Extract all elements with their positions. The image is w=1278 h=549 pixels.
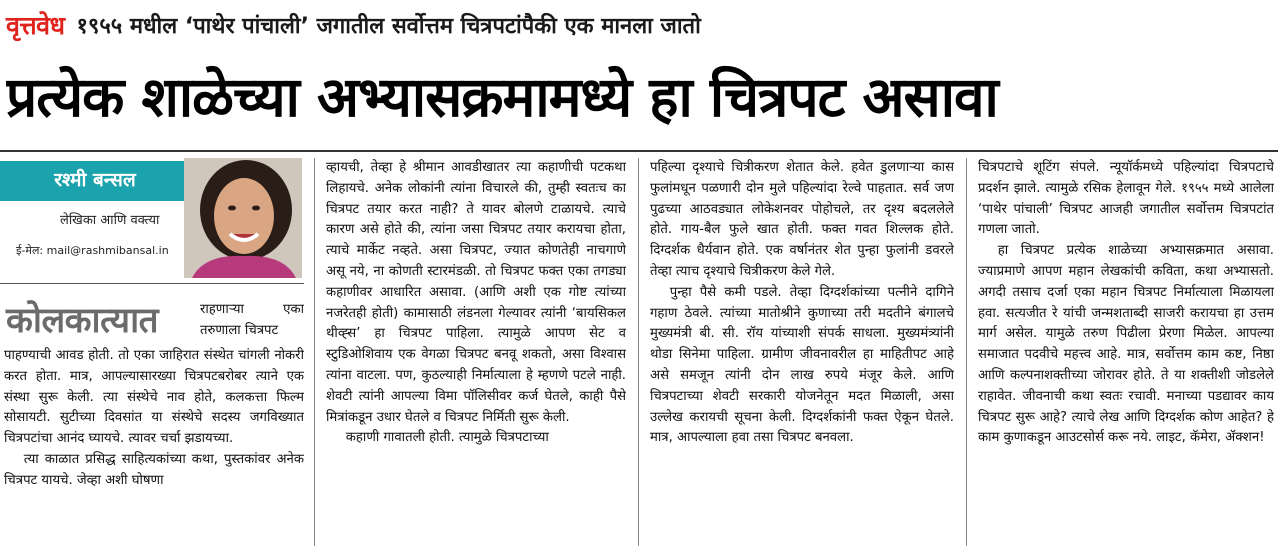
paragraph: हा चित्रपट प्रत्येक शाळेच्या अभ्यासक्रमात असावा. ज्याप्रमाणे आपण महान लेखकांची कविता, कथा अभ्यासतो. अगदी तसाच दर्जा एका महान चित्रपट निर्मात्याला मिळायला हवा. सत्यजीत रे यांची जन्मशताब्दी साजरी करायचा हा उत्तम मार्ग असेल. यामुळे तरुण पिढीला प्रेरणा मिळेल. आपल्या समाजात पदवीचे महत्त्व आहे. मात्र, सर्वोत्तम काम कष्ट, निष्ठा आणि कल्पनाशक्तीच्या जोरावर होते. ते या शक्तीशी जोडलेले राहावेत. जीवनाची कथा स्वतः रचावी. मनाच्या पडद्यावर काय चित्रपट सुरू आहे? त्याचे लेख आणि दिग्दर्शक कोण आहेत? हे काम कुणाकडून आउटसोर्स करू नये. लाइट, कॅमेरा, ॲक्शन! [978, 243, 1274, 446]
kicker [6, 2, 1272, 48]
author-photo-icon [184, 158, 302, 278]
headline: प्रत्येक शाळेच्या अभ्यासक्रमामध्ये हा चित्रपट असावा [6, 65, 998, 129]
lead-word: कोलकात्यात [6, 301, 159, 341]
column-brand: वृत्तवेध [6, 11, 65, 40]
author-name-band [0, 161, 186, 201]
paragraph: त्या काळात प्रसिद्ध साहित्यकांच्या कथा, पुस्तकांवर अनेक चित्रपट यायचे. जेव्हा अशी घोषणा [4, 451, 304, 488]
article-column-1-lead [200, 300, 304, 344]
author-photo [184, 158, 302, 278]
paragraph: पहिल्या दृश्याचे चित्रीकरण शेतात केले. हवेत डुलणाऱ्या कास फुलांमधून पळणारी दोन मुले पहिल्यांदा रेल्वे पाहतात. सर्व जण पुढच्या आठवड्यात लोकेशनवर पोहोचले, तर दृश्य बदललेले होते. गाय-बैल फुले खात होती. फक्त गवत शिल्लक होते. दिग्दर्शक धैर्यवान होते. एक वर्षानंतर शेत पुन्हा फुलांनी डवरले तेव्हा त्याच दृश्याचे चित्रीकरण केले गेले. [650, 160, 954, 279]
article-column-1 [4, 346, 304, 546]
paragraph: पाहण्याची आवड होती. तो एका जाहिरात संस्थेत चांगली नोकरी करत होता. मात्र, आपल्यासारख्या चित्रपटबरोबर त्याने एक संस्था सुरू केली. त्या संस्थेचे नाव होते, कलकत्ता फिल्म सोसायटी. सुटीच्या दिवसांत या संस्थेचे सदस्य जगविख्यात चित्रपटांचा आनंद घ्यायचे. त्यावर चर्चा झडायच्या. [4, 348, 304, 447]
column-divider [966, 158, 967, 546]
paragraph: कहाणी गावातली होती. त्यामुळे चित्रपटाच्या [345, 430, 549, 446]
article-column-2 [326, 158, 626, 546]
column-divider [314, 158, 315, 546]
column-divider [638, 158, 639, 546]
article-column-3 [650, 158, 954, 546]
paragraph: पुन्हा पैसे कमी पडले. तेव्हा दिग्दर्शकांच्या पत्नीने दागिने गहाण ठेवले. त्यांच्या मातोश्रीने कुणाच्या तरी मदतीने बंगालचे मुख्यमंत्री बी. सी. रॉय यांच्याशी संपर्क साधला. मुख्यमंत्र्यांनी थोडा सिनेमा पाहिला. ग्रामीण जीवनावरील हा माहितीपट आहे असे समजून त्यांनी दोन लाख रुपये मंजूर केले. आणि चित्रपटाच्या शेवटी सरकारी योजनेतून मदत मिळाली, असा उल्लेख करायची सूचना केली. दिग्दर्शकांनी फक्त ऐकून घेतले. मात्र, आपल्याला हवा तसा चित्रपट बनवला. [650, 284, 954, 446]
author-name: रश्मी बन्सल [54, 169, 136, 191]
article-column-4 [978, 158, 1274, 546]
author-email: ई-मेल: mail@rashmibansal.in [16, 244, 169, 257]
kicker-text: १९५५ मधील ‘पाथेर पांचाली’ जगातील सर्वोत्तम चित्रपटांपैकी एक मानला जातो [76, 14, 701, 39]
paragraph: व्हायची, तेव्हा हे श्रीमान आवडीखातर त्या कहाणीची पटकथा लिहायचे. अनेक लोकांनी त्यांना विचारले की, तुम्ही स्वतःच का चित्रपट तयार करत नाही? ते यावर बोलणे टाळायचे. त्याचे कारण असे होते की, त्यांना जसा चित्रपट तयार करायचा होता, त्याचे मार्केट नव्हते. असा चित्रपट, ज्यात कोणतेही नाचगाणे असू नये, ना कोणती स्टारमंडळी. तो चित्रपट फक्त एका तगड्या कहाणीवर आधारित असावा. (आणि अशी एक गोष्ट त्यांच्या नजरेतही होती) कामासाठी लंडनला गेल्यावर त्यांनी ‘बायसिकल थीव्ह्स’ हा चित्रपट पाहिला. त्यामुळे आपण सेट व स्टुडिओशिवाय एक वेगळा चित्रपट बनवू शकतो, असा विश्वास त्यांना वाटला. पण, कुठल्याही निर्मात्याला हे म्हणणे पटले नाही. शेवटी त्यांनी आपल्या विमा पॉलिसीवर कर्ज घेतले, काही पैसे मित्रांकडून उधार घेतले व चित्रपट निर्मिती सुरू केली. [326, 160, 626, 425]
author-role: लेखिका आणि वक्त्या [60, 213, 160, 228]
paragraph: राहणाऱ्या एका तरुणाला चित्रपट [200, 302, 304, 338]
paragraph: चित्रपटाचे शूटिंग संपले. न्यूयॉर्कमध्ये पहिल्यांदा चित्रपटाचे प्रदर्शन झाले. त्यामुळे रसिक हेलावून गेले. १९५५ मध्ये आलेला ‘पाथेर पांचाली’ चित्रपट आजही जगातील सर्वोत्तम चित्रपटांत गणला जातो. [978, 160, 1274, 238]
author-divider [0, 283, 304, 284]
author-box [0, 158, 304, 280]
headline-divider [0, 150, 1278, 152]
